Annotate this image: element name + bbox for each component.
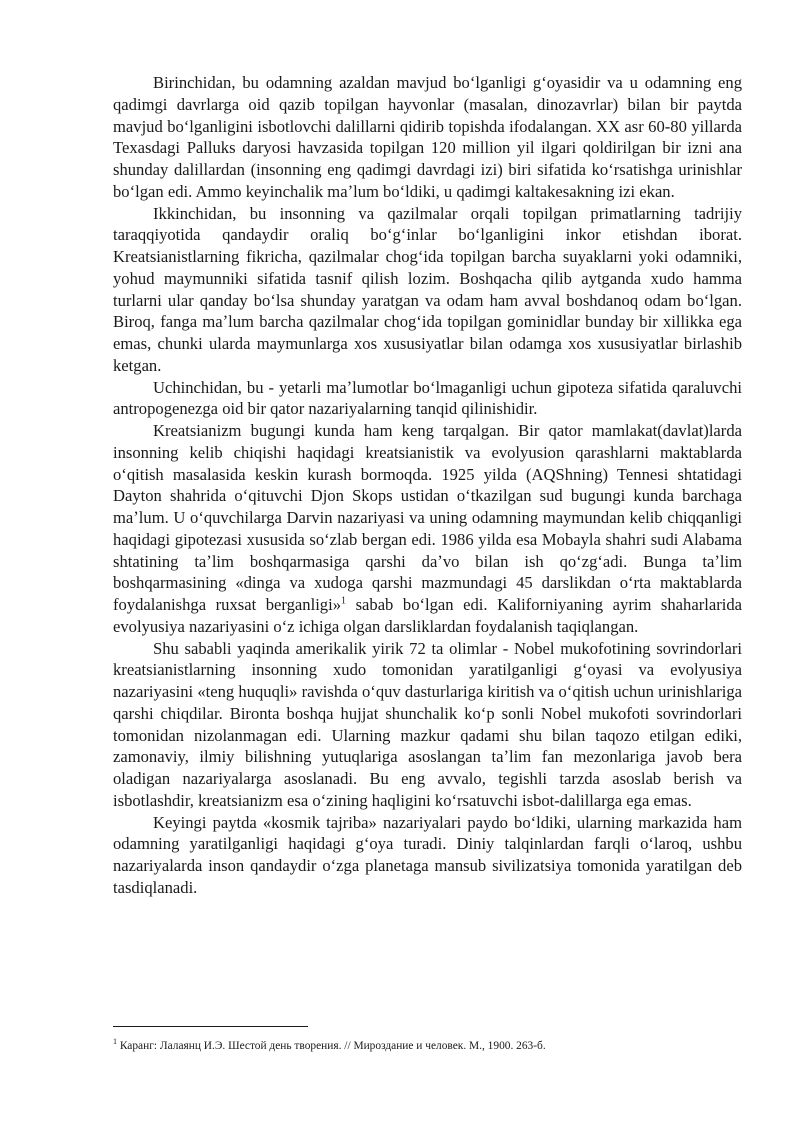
paragraph-creationism-text-before: Kreatsianizm bugungi kunda ham keng tarqalgan. Bir qator mamlakat(davlat)larda insonning kelib chiqishi haqidagi kreatsianistik va evolyusion qarashlarni maktablarda oʻqitish masalasida keskin kurash bormoqda. 1925 yilda (AQShning) Tennesi shtatidagi Dayton shahrida oʻqituvchi Djon Skops ustidan oʻtkazilgan sud bugungi kunda barchaga maʼlum. U oʻquvchilarga Darvin nazariyasi va uning odamning maymundan kelib chiqqanligi haqidagi gipotezasi xususida soʻzlab bergan edi. 1986 yilda esa Mobayla shahri sudi Alabama shtatining taʼlim boshqarmasiga qarshi daʼvo bilan ish qoʻzgʻadi. Bunga taʼlim boshqarmasining «dinga va xudoga qarshi mazmundagi 45 darslikdan oʻrta maktablarda foydalanishga ruxsat berganligi» [113, 421, 742, 614]
paragraph-creationism [113, 420, 742, 638]
paragraph-first: Birinchidan, bu odamning azaldan mavjud boʻlganligi gʻoyasidir va u odamning eng qadimgi davrlarga oid qazib topilgan hayvonlar (masalan, dinozavrlar) bilan bir paytda mavjud boʻlganligini isbotlovchi dalillarni qidirib topishda ifodalangan. XX asr 60-80 yillarda Texasdagi Palluks daryosi havzasida topilgan 120 million yil ilgari qoldirilgan bir izni ana shunday dalillardan (insonning eng qadimgi davrdagi izi) biri sifatida koʻrsatishga urinishlar boʻlgan edi. Ammo keyinchalik maʼlum boʻldiki, u qadimgi kaltakesakning izi ekan. [113, 73, 742, 201]
paragraph-nobel: Shu sababli yaqinda amerikalik yirik 72 ta olimlar - Nobel mukofotining sovrindorlari kreatsianistlarning insonning xudo tomonidan yaratilganligi gʻoyasi va evolyusiya nazariyasini «teng huquqli» ravishda oʻquv dasturlariga kiritish va oʻqitish uchun urinishlariga qarshi chiqdilar. Bironta boshqa hujjat shunchalik koʻp sonli Nobel mukofoti sovrindorlari tomonidan nizolanmagan edi. Ularning mazkur qadami shu bilan taqozo etilgan ediki, zamonaviy, ilmiy bilishning yutuqlariga asoslangan taʼlim fan mezonlariga javob bera oladigan nazariyalarga asoslanadi. Bu eng avvalo, tegishli tarzda asoslab berish va isbotlashdir, kreatsianizm esa oʻzining haqligini koʻrsatuvchi isbot-dalillarga ega emas. [113, 638, 742, 810]
footnote-text: Каранг: Лалаянц И.Э. Шестой день творения. // Мироздание и человек. М., 1900. 263-б. [119, 1040, 546, 1052]
paragraph-cosmic: Keyingi paytda «kosmik tajriba» nazariyalari paydo boʻldiki, ularning markazida ham odamning yaratilganligi haqidagi gʻoya turadi. Diniy talqinlardan farqli oʻlaroq, ushbu nazariyalarda inson qandaydir oʻzga planetaga mansub sivilizatsiya tomonida yaratilgan deb tasdiqlanadi. [113, 812, 742, 897]
footnote-reference[interactable]: 1 [341, 595, 347, 607]
footnote-number: 1 [113, 1037, 117, 1047]
paragraph-third: Uchinchidan, bu - yetarli maʼlumotlar boʻlmaganligi uchun gipoteza sifatida qaraluvchi antropogenezga oid bir qator nazariyalarning tanqid qilinishidir. [113, 377, 742, 419]
footnote [113, 1039, 742, 1053]
paragraph-creationism-text-after: sabab boʻlgan edi. Kaliforniyaning ayrim shaharlarida evolyusiya nazariyasini oʻz ichiga olgan darsliklardan foydalanish taqiqlangan. [113, 595, 742, 636]
document-body [113, 72, 742, 899]
footnote-separator [113, 1026, 308, 1027]
paragraph-second: Ikkinchidan, bu insonning va qazilmalar orqali topilgan primatlarning tadrijiy taraqqiyotida qandaydir oraliq boʻgʻinlar boʻlganligini inkor etishdan iborat. Kreatsianistlarning fikricha, qazilmalar chogʻida topilgan barcha suyaklarni yoki odamniki, yohud maymunniki sifatida tasnif qilish lozim. Boshqacha qilib aytganda xudo hamma turlarni ular qanday boʻlsa shunday yaratgan va odam ham avval boshdanoq odam boʻlgan. Biroq, fanga maʼlum barcha qazilmalar chogʻida topilgan gominidlar bunday bir xillikka ega emas, chunki ularda maymunlarga xos xususiyatlar bilan odamga xos xususiyatlar birlashib ketgan. [113, 203, 742, 375]
